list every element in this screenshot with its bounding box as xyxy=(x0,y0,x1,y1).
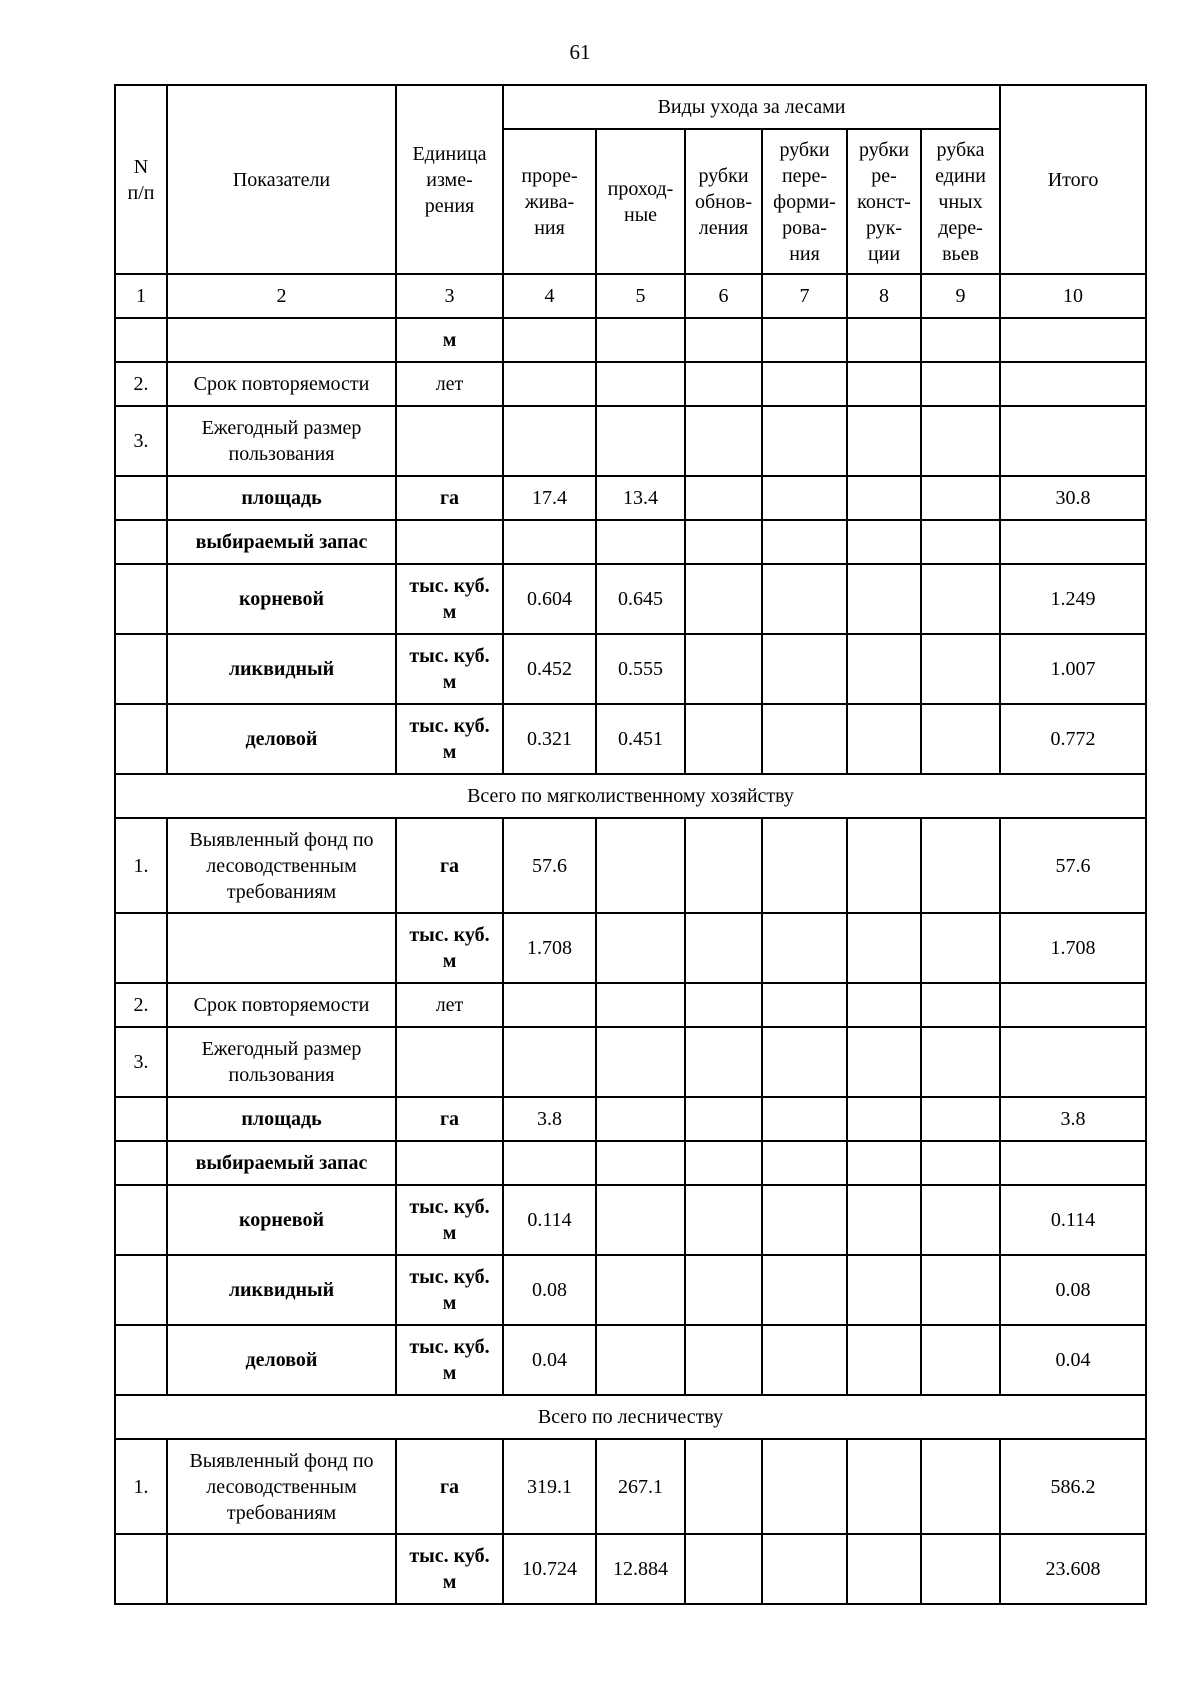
row-value: 0.04 xyxy=(503,1325,596,1395)
row-num xyxy=(115,520,167,564)
index-cell: 4 xyxy=(503,274,596,318)
row-value xyxy=(596,983,685,1027)
row-value xyxy=(921,913,1000,983)
row-value xyxy=(762,1097,847,1141)
row-value xyxy=(847,1534,921,1604)
row-total: 1.249 xyxy=(1000,564,1146,634)
row-value xyxy=(921,634,1000,704)
row-value xyxy=(921,476,1000,520)
row-num xyxy=(115,1325,167,1395)
section-row xyxy=(115,1395,1146,1439)
row-value xyxy=(685,476,762,520)
row-indicator: корневой xyxy=(167,564,396,634)
table-row xyxy=(115,818,1146,913)
row-value: 319.1 xyxy=(503,1439,596,1534)
row-value xyxy=(596,913,685,983)
row-value xyxy=(847,406,921,476)
row-value xyxy=(847,1141,921,1185)
row-unit: га xyxy=(396,818,503,913)
row-value: 0.451 xyxy=(596,704,685,774)
row-indicator: Выявленный фонд по лесоводственным требованиям xyxy=(167,1439,396,1534)
row-value xyxy=(762,983,847,1027)
row-value xyxy=(847,704,921,774)
row-value: 0.645 xyxy=(596,564,685,634)
row-num xyxy=(115,704,167,774)
row-total xyxy=(1000,520,1146,564)
index-cell: 5 xyxy=(596,274,685,318)
table-row xyxy=(115,476,1146,520)
row-value xyxy=(596,1097,685,1141)
row-value: 0.321 xyxy=(503,704,596,774)
row-value xyxy=(921,1325,1000,1395)
table-row xyxy=(115,564,1146,634)
row-value xyxy=(685,406,762,476)
table-row xyxy=(115,913,1146,983)
row-total: 0.04 xyxy=(1000,1325,1146,1395)
row-unit xyxy=(396,1027,503,1097)
row-value xyxy=(762,520,847,564)
row-value xyxy=(847,818,921,913)
row-value xyxy=(762,362,847,406)
row-value: 0.114 xyxy=(503,1185,596,1255)
row-value xyxy=(503,520,596,564)
row-value xyxy=(685,913,762,983)
row-value xyxy=(596,520,685,564)
table-row xyxy=(115,1534,1146,1604)
row-num xyxy=(115,634,167,704)
index-cell: 8 xyxy=(847,274,921,318)
table-row xyxy=(115,318,1146,362)
index-cell: 9 xyxy=(921,274,1000,318)
row-value xyxy=(685,1185,762,1255)
row-value xyxy=(921,1097,1000,1141)
row-value: 0.555 xyxy=(596,634,685,704)
row-value xyxy=(685,1255,762,1325)
row-value xyxy=(921,983,1000,1027)
row-num: 3. xyxy=(115,406,167,476)
row-value xyxy=(685,362,762,406)
row-indicator xyxy=(167,318,396,362)
row-unit: лет xyxy=(396,362,503,406)
forest-care-table xyxy=(114,84,1147,1605)
row-num xyxy=(115,1534,167,1604)
row-value xyxy=(596,1325,685,1395)
row-value xyxy=(762,1141,847,1185)
row-value xyxy=(762,1439,847,1534)
table-row xyxy=(115,1185,1146,1255)
row-value xyxy=(762,406,847,476)
row-value xyxy=(762,476,847,520)
row-unit: тыс. куб. м xyxy=(396,564,503,634)
row-value: 10.724 xyxy=(503,1534,596,1604)
row-value xyxy=(762,913,847,983)
row-value xyxy=(921,564,1000,634)
row-value xyxy=(847,362,921,406)
row-value xyxy=(596,1027,685,1097)
row-value xyxy=(503,318,596,362)
header-type-renewal: рубки обнов- ления xyxy=(685,129,762,274)
row-indicator: деловой xyxy=(167,1325,396,1395)
row-value xyxy=(921,1534,1000,1604)
row-indicator: Ежегодный размер пользования xyxy=(167,406,396,476)
row-value: 0.08 xyxy=(503,1255,596,1325)
index-cell: 10 xyxy=(1000,274,1146,318)
row-total: 1.007 xyxy=(1000,634,1146,704)
row-value: 267.1 xyxy=(596,1439,685,1534)
table-row xyxy=(115,1439,1146,1534)
row-total: 0.114 xyxy=(1000,1185,1146,1255)
header-indicator: Показатели xyxy=(167,85,396,274)
table-row xyxy=(115,406,1146,476)
row-num xyxy=(115,913,167,983)
row-value xyxy=(685,1027,762,1097)
row-unit: тыс. куб. м xyxy=(396,704,503,774)
row-value xyxy=(847,1255,921,1325)
row-unit: тыс. куб. м xyxy=(396,1534,503,1604)
row-value xyxy=(685,1534,762,1604)
row-num xyxy=(115,476,167,520)
row-value xyxy=(685,983,762,1027)
row-num xyxy=(115,1255,167,1325)
table-row xyxy=(115,1141,1146,1185)
row-indicator: Ежегодный размер пользования xyxy=(167,1027,396,1097)
row-value xyxy=(921,362,1000,406)
row-total: 0.08 xyxy=(1000,1255,1146,1325)
row-indicator: площадь xyxy=(167,476,396,520)
row-value xyxy=(685,1439,762,1534)
header-unit: Единица изме- рения xyxy=(396,85,503,274)
row-unit xyxy=(396,520,503,564)
row-indicator: площадь xyxy=(167,1097,396,1141)
row-num xyxy=(115,564,167,634)
row-num: 1. xyxy=(115,1439,167,1534)
row-indicator: выбираемый запас xyxy=(167,520,396,564)
row-unit xyxy=(396,406,503,476)
row-value xyxy=(503,1027,596,1097)
row-value xyxy=(685,818,762,913)
row-value: 1.708 xyxy=(503,913,596,983)
section-title: Всего по мягколиственному хозяйству xyxy=(115,774,1146,818)
index-cell: 2 xyxy=(167,274,396,318)
row-value xyxy=(847,476,921,520)
row-value xyxy=(762,1325,847,1395)
row-value xyxy=(847,983,921,1027)
row-value xyxy=(847,520,921,564)
row-indicator: ликвидный xyxy=(167,634,396,704)
page-number: 61 xyxy=(569,40,591,64)
row-value xyxy=(847,564,921,634)
row-value xyxy=(685,1325,762,1395)
index-cell: 7 xyxy=(762,274,847,318)
row-value xyxy=(847,634,921,704)
row-value: 12.884 xyxy=(596,1534,685,1604)
row-total xyxy=(1000,362,1146,406)
row-value xyxy=(847,1027,921,1097)
index-cell: 1 xyxy=(115,274,167,318)
row-value xyxy=(921,1027,1000,1097)
row-unit xyxy=(396,1141,503,1185)
row-indicator: деловой xyxy=(167,704,396,774)
table-row xyxy=(115,520,1146,564)
row-num xyxy=(115,318,167,362)
row-value: 3.8 xyxy=(503,1097,596,1141)
row-value xyxy=(685,634,762,704)
row-value: 0.452 xyxy=(503,634,596,704)
row-num: 1. xyxy=(115,818,167,913)
row-value xyxy=(921,318,1000,362)
row-unit: га xyxy=(396,1439,503,1534)
row-total xyxy=(1000,406,1146,476)
row-value xyxy=(847,1097,921,1141)
row-total xyxy=(1000,1141,1146,1185)
row-value xyxy=(847,318,921,362)
row-value xyxy=(762,634,847,704)
table-row xyxy=(115,704,1146,774)
row-value xyxy=(762,318,847,362)
row-value xyxy=(921,1439,1000,1534)
row-value xyxy=(762,704,847,774)
row-value xyxy=(921,1185,1000,1255)
row-value xyxy=(921,1141,1000,1185)
row-value xyxy=(685,520,762,564)
row-indicator xyxy=(167,913,396,983)
table-row xyxy=(115,1325,1146,1395)
row-value: 0.604 xyxy=(503,564,596,634)
row-value xyxy=(762,1255,847,1325)
row-unit: га xyxy=(396,1097,503,1141)
header-total: Итого xyxy=(1000,85,1146,274)
row-num: 2. xyxy=(115,983,167,1027)
row-total: 586.2 xyxy=(1000,1439,1146,1534)
row-indicator: ликвидный xyxy=(167,1255,396,1325)
row-value xyxy=(503,362,596,406)
section-row xyxy=(115,774,1146,818)
row-value xyxy=(762,818,847,913)
row-unit: тыс. куб. м xyxy=(396,634,503,704)
row-value xyxy=(762,1027,847,1097)
row-total: 30.8 xyxy=(1000,476,1146,520)
row-unit: тыс. куб. м xyxy=(396,1325,503,1395)
index-cell: 3 xyxy=(396,274,503,318)
table-row xyxy=(115,1027,1146,1097)
row-total xyxy=(1000,1027,1146,1097)
row-num xyxy=(115,1141,167,1185)
row-indicator: выбираемый запас xyxy=(167,1141,396,1185)
row-num: 2. xyxy=(115,362,167,406)
header-num: N п/п xyxy=(115,85,167,274)
row-indicator: Срок повторяемости xyxy=(167,983,396,1027)
table-body xyxy=(115,318,1146,1604)
row-unit: лет xyxy=(396,983,503,1027)
row-num: 3. xyxy=(115,1027,167,1097)
row-total: 57.6 xyxy=(1000,818,1146,913)
row-value xyxy=(596,362,685,406)
row-value xyxy=(921,1255,1000,1325)
header-type-reconstruction: рубки ре- конст- рук- ции xyxy=(847,129,921,274)
row-num xyxy=(115,1185,167,1255)
row-num xyxy=(115,1097,167,1141)
header-care-types: Виды ухода за лесами xyxy=(503,85,1000,129)
row-total xyxy=(1000,318,1146,362)
row-value xyxy=(596,1185,685,1255)
row-value xyxy=(847,1325,921,1395)
table-row xyxy=(115,1097,1146,1141)
row-unit: м xyxy=(396,318,503,362)
row-value xyxy=(685,1141,762,1185)
row-value: 57.6 xyxy=(503,818,596,913)
table-row xyxy=(115,634,1146,704)
row-value xyxy=(503,1141,596,1185)
row-value xyxy=(762,1534,847,1604)
row-total: 3.8 xyxy=(1000,1097,1146,1141)
header-type-thinning: проре- жива- ния xyxy=(503,129,596,274)
row-value xyxy=(685,564,762,634)
row-total: 23.608 xyxy=(1000,1534,1146,1604)
row-unit: тыс. куб. м xyxy=(396,913,503,983)
row-value xyxy=(847,1439,921,1534)
row-value xyxy=(921,406,1000,476)
row-value xyxy=(503,406,596,476)
row-value xyxy=(921,704,1000,774)
row-value xyxy=(847,913,921,983)
row-value xyxy=(596,1255,685,1325)
row-unit: тыс. куб. м xyxy=(396,1185,503,1255)
row-indicator: Выявленный фонд по лесоводственным требованиям xyxy=(167,818,396,913)
table-row xyxy=(115,1255,1146,1325)
row-value xyxy=(503,983,596,1027)
row-value xyxy=(921,520,1000,564)
row-unit: га xyxy=(396,476,503,520)
row-value xyxy=(596,1141,685,1185)
index-cell: 6 xyxy=(685,274,762,318)
header-type-reformation: рубки пере- форми- рова- ния xyxy=(762,129,847,274)
row-total: 0.772 xyxy=(1000,704,1146,774)
row-indicator: корневой xyxy=(167,1185,396,1255)
row-indicator xyxy=(167,1534,396,1604)
row-value xyxy=(685,318,762,362)
row-value xyxy=(685,704,762,774)
row-value xyxy=(596,318,685,362)
table-row xyxy=(115,362,1146,406)
row-value xyxy=(596,818,685,913)
row-total: 1.708 xyxy=(1000,913,1146,983)
row-value: 17.4 xyxy=(503,476,596,520)
table-row xyxy=(115,983,1146,1027)
header-type-single-trees: рубка едини чных дере- вьев xyxy=(921,129,1000,274)
row-indicator: Срок повторяемости xyxy=(167,362,396,406)
row-value xyxy=(596,406,685,476)
row-value xyxy=(847,1185,921,1255)
row-value xyxy=(685,1097,762,1141)
row-unit: тыс. куб. м xyxy=(396,1255,503,1325)
row-value xyxy=(921,818,1000,913)
row-value: 13.4 xyxy=(596,476,685,520)
row-value xyxy=(762,564,847,634)
section-title: Всего по лесничеству xyxy=(115,1395,1146,1439)
header-type-passage: проход- ные xyxy=(596,129,685,274)
row-total xyxy=(1000,983,1146,1027)
row-value xyxy=(762,1185,847,1255)
